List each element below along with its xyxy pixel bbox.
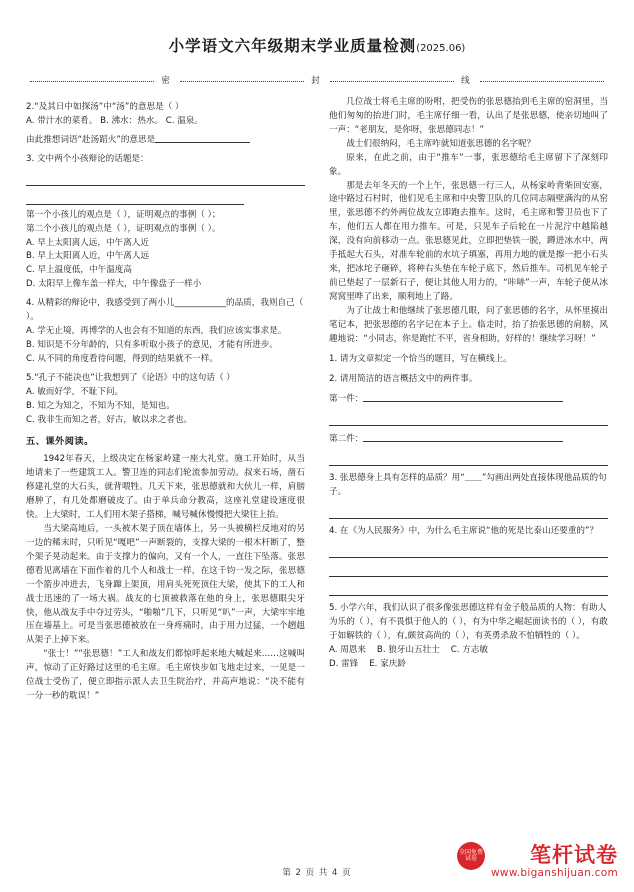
right-item-2-blank[interactable] xyxy=(363,432,563,442)
question-2-answer-blank[interactable] xyxy=(155,133,250,143)
section-5-heading: 五、课外阅读。 xyxy=(26,435,94,447)
right-question-4: 4. 在《为人民服务》中，为什么毛主席说“他的死是比泰山还要重的”？ xyxy=(329,526,599,537)
question-4-option-c: C. 从不同的角度看待问题，得到的结果就不一样。 xyxy=(26,353,218,364)
watermark xyxy=(459,843,618,880)
right-question-5-option-a xyxy=(329,644,608,658)
watermark-brand: 笔杆试卷 xyxy=(530,843,618,868)
page-footer: 第 2 页 共 4 页 xyxy=(282,868,352,878)
question-5-option-c: C. 我非生而知之者，好古，敏以求之者也。 xyxy=(26,414,193,425)
reading-paragraph-6: 原来，在此之前，由于“推车”一事，张思德给毛主席留下了深刻印象。 xyxy=(329,152,608,177)
question-3-option-c: C. 早上温度低，中午温度高 xyxy=(26,265,132,276)
question-3-option-d: D. 太阳早上像车盖一样大，中午像盘子一样小 xyxy=(26,279,202,290)
question-5-stem: 5.“孔子不能决也”让我想到了《论语》中的这句话（ ） xyxy=(26,372,235,383)
right-item-2-label-text: 第二件： xyxy=(329,434,364,445)
right-question-3-answer-line[interactable] xyxy=(329,504,608,519)
opt-d-text: D. 雷锋 xyxy=(329,658,359,669)
question-3-answer-line-2[interactable] xyxy=(26,189,244,205)
opt-a-text: A. 周恩来 xyxy=(329,644,366,655)
right-item-2-label xyxy=(329,432,608,447)
seal-dots-1 xyxy=(30,81,154,82)
question-2-derive-text: 由此推想词语“赴汤蹈火”的意思是 xyxy=(26,134,156,145)
seal-word-xian: 线 xyxy=(461,76,473,86)
seal-word-mi: 密 xyxy=(161,76,173,86)
right-question-4-answer-line-3[interactable] xyxy=(329,581,608,596)
right-item-1-answer-line[interactable] xyxy=(329,411,608,426)
right-item-1-label-text: 第一件： xyxy=(329,394,364,405)
question-4-option-b: B. 知识是不分年龄的，只有多听取小孩子的意见，才能有所进步。 xyxy=(26,339,278,350)
question-3-option-a: A. 早上太阳离人远，中午离人近 xyxy=(26,237,149,248)
opt-c-text: C. 方志敏 xyxy=(450,644,489,655)
right-question-5-stem: 5. 小学六年，我们认识了很多像张思德这样有金子般品质的人物：有助人为乐的（ ），有不畏惧于他人的（ ），有为中华之崛起面读书的（ ），有敢于如解铁的（ ），有,颇贫高尚的（ ），有英勇杀敌不怕牺牲的（ ）。 xyxy=(329,603,608,641)
right-item-1-blank[interactable] xyxy=(363,392,563,402)
seal-dots-3 xyxy=(330,81,454,82)
question-3-view-2: 第二个小孩儿的观点是（ ），证明观点的事例（ ）。 xyxy=(26,223,221,234)
left-column xyxy=(26,96,317,838)
reading-paragraph-1: 1942年春天，上级决定在杨家岭建一座大礼堂。施工开始时，从当地请来了一些建筑工人。警卫连的同志们轮流参加劳动。叔来石场，凿石修建礼堂的大石头，就背喂牲。几天下来，张思德就和大伙儿一样，肩膀磨肿了，有几处都磨破皮了。由于单兵命分教高，这座礼堂建设速度很快。上大梁时，工人们用木架子搭梯，喊号喊休慢慢把大梁往上抬。 xyxy=(26,454,305,521)
right-question-5-option-d xyxy=(329,658,608,672)
seal-line xyxy=(26,74,608,86)
right-question-1: 1. 请为文章拟定一个恰当的题目，写在横线上。 xyxy=(329,353,512,364)
question-2-derive xyxy=(26,133,305,148)
right-question-2: 2. 请用简洁的语言概括文中的两件事。 xyxy=(329,373,478,384)
reading-paragraph-8: 为了让战士和他继续了张思德几眼，问了张思德的名字，从怀里摸出笔记本，把张思德的名字记在本子上。临走时，抬了抬张思德的肩膀，风趣地说：“小同志，你是跑忙不平，省身相助，好样的！继续学习呀！” xyxy=(329,305,608,344)
question-5-option-b: B. 知之为知之，不知为不知，是知也。 xyxy=(26,400,175,411)
right-question-4-answer-line-1[interactable] xyxy=(329,543,608,558)
reading-paragraph-7: 那是去年冬天的一个上午，张思德一行三人，从杨家岭背柴回安塞，途中路过石村时，他们见毛主席和中央警卫队的几位同志隔壁满沟的从窑里，张思德不约外两位战友立即跑去推车。这时，毛主席和警卫员也下了车，他们五人都在用力推车。可是，只见车子后轮在一片泥泞中越陷越深，没有向前移动一点。张思德见此，立即把垫铁一脱，蹲进冰水中，两手抵起大石头，对准车轮前的水坑子填塞，再用力地的就是擦一把小石头来，把冰坨子砸碎，将种右头垫在车轮子底下，然后推车。司机见车轮子前已垫起了一层新石子，便让其他人用力的，“咔哧”一声，车轮子便从冰窝窝里哗了出来，顺利地上了路。 xyxy=(329,180,608,302)
opt-b-text: B. 狼牙山五壮士 xyxy=(376,644,440,655)
question-4-option-a: A. 学无止境，再博学的人也会有不知道的东西，我们应该实事求是。 xyxy=(26,326,287,337)
question-3-view-1: 第一个小孩儿的观点是（ ），证明观点的事例（ ）； xyxy=(26,209,221,220)
question-4-stem: 4. 从精彩的辩论中，我感受到了两小儿____________的品质，我则自己（ ）。 xyxy=(26,298,304,323)
content-columns xyxy=(26,96,608,838)
question-5-option-a: A. 敏而好学，不耻下问。 xyxy=(26,386,124,397)
question-3-answer-line-1[interactable] xyxy=(26,170,305,186)
right-question-3: 3. 张思德身上具有怎样的品质？用“＿＿”勾画出两处直接体现他品质的句子。 xyxy=(329,473,607,498)
question-3-stem: 3. 文中两个小孩辩论的话题是： xyxy=(26,153,149,164)
seal-dots-2 xyxy=(180,81,304,82)
reading-paragraph-4: 几位战士将毛主席的吩咐，把受伤的张思德抬到毛主席的窑洞里，当他们匆匆的抬进门时，毛主席仔细一看，认出了是张思德，使亲切地叫了一声：“老朋友，是你呀，张思德同志！” xyxy=(329,97,608,135)
question-2-stem: 2.“及其日中如探汤”中“汤”的意思是（ ） xyxy=(26,102,184,112)
question-2-options: A. 带汁水的菜肴。 B. 沸水：热水。 C. 温泉。 xyxy=(26,115,203,126)
page-title xyxy=(26,34,608,56)
right-item-1-label xyxy=(329,392,608,407)
right-item-2-answer-line[interactable] xyxy=(329,451,608,466)
page-title-version: (2025.06) xyxy=(416,43,466,54)
reading-paragraph-2: 当大梁高地后，一头被木架子顶在墙体上，另一头被横栏反地对的另一边的稀末时，只听见“嘎吧”一声断裂的，支撑大梁的一根木杆断了，整个架子晃动起来。由于支撑力的偏向，又有一个人，一直往下坠落。张思德看见离墙在下面作着的几个人和战士一样，在这千钧一发之际，张思德一个箭步冲进去，飞身蹿上架顶，用肩头死死顶住大梁，使其下的工人和战士迅速的了一场大祸。战友的七顶被救落在他的身上，张思德眼尖牙快，他从战友手中夺过劳头，“啪啪”几下，只听见“叭”一声，大梁牢牢地压在墙基上。可是当张思德被放在一身疼痛时，由于用力过猛，一个趔趄从架子上掉下来。 xyxy=(26,524,305,646)
question-3-option-b: B. 早上太阳离人近，中午离人远 xyxy=(26,251,150,262)
opt-e-text: E. 家庆龄 xyxy=(369,658,406,669)
watermark-url: www.biganshijuan.com xyxy=(491,867,618,880)
seal-dots-4 xyxy=(480,81,604,82)
seal-word-feng: 封 xyxy=(311,76,323,86)
right-column xyxy=(317,96,608,838)
reading-paragraph-5: 战士们很纳闷，毛主席咋就知道张思德的名字呢？ xyxy=(346,138,536,149)
watermark-badge: 全国免费 试卷 xyxy=(457,842,485,870)
right-question-4-answer-line-2[interactable] xyxy=(329,562,608,577)
page-title-text: 小学语文六年级期末学业质量检测 xyxy=(168,37,417,55)
reading-paragraph-3: “张士！”“张思德！”工人和战友们都惊呼起来地大喊起来……这喊叫声，惊动了正好路过这里的毛主席。毛主席快步如飞地走过来，一见是一位战士受伤了，便立即指示派人去卫生院治疗，并高声地说：“决不能有一分一秒的耽误！” xyxy=(26,649,305,702)
